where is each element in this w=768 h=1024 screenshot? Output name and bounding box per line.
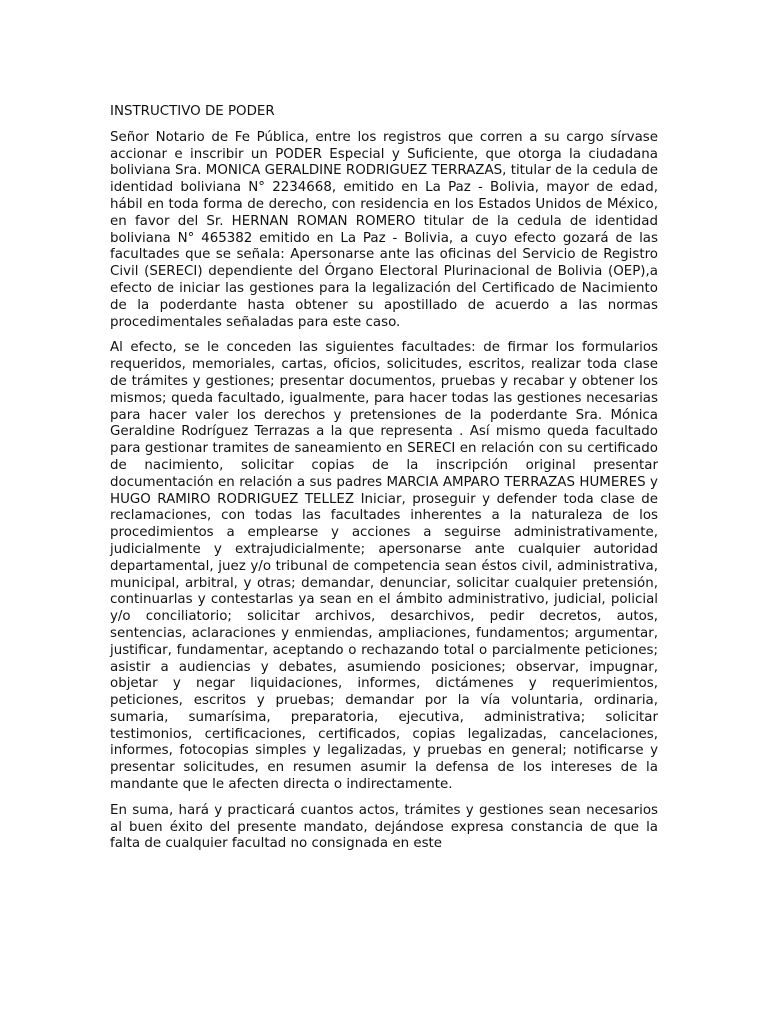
document-title: INSTRUCTIVO DE PODER	[110, 104, 275, 119]
paragraph-intro: Señor Notario de Fe Pública, entre los registros que corren a su cargo sírvase accionar e inscribir un PODER Especial y Suficiente, que otorga la ciudadana boliviana Sra. MONICA GERALDINE RODRIGUEZ TERRAZAS, titular de la cedula de identidad boliviana N° 2234668, emitido en La Paz - Bolivia, mayor de edad, hábil en toda forma de derecho, con residencia en los Estados Unidos de México, en favor del Sr. HERNAN ROMAN ROMERO titular de la cedula de identidad boliviana N° 465382 emitido en La Paz - Bolivia, a cuyo efecto gozará de las facultades que se señala: Apersonarse ante las oficinas del Servicio de Registro Civil (SERECI) dependiente del Órgano Electoral Plurinacional de Bolivia (OEP),a efecto de iniciar las gestiones para la legalización del Certificado de Nacimiento de la poderdante hasta obtener su apostillado de acuerdo a las normas procedimentales señaladas para este caso.	[110, 129, 658, 330]
paragraph-faculties: Al efecto, se le conceden las siguientes facultades: de firmar los formularios requeridos, memoriales, cartas, oficios, solicitudes, escritos, realizar toda clase de trámites y gestiones; presentar documentos, pruebas y recabar y obtener los mismos; queda facultado, igualmente, para hacer todas las gestiones necesarias para hacer valer los derechos y pretensiones de la poderdante Sra. Mónica Geraldine Rodríguez Terrazas a la que representa . Así mismo queda facultado para gestionar tramites de saneamiento en SERECI en relación con su certificado de nacimiento, solicitar copias de la inscripción original presentar documentación en relación a sus padres MARCIA AMPARO TERRAZAS HUMERES y HUGO RAMIRO RODRIGUEZ TELLEZ Iniciar, proseguir y defender toda clase de reclamaciones, con todas las facultades inherentes a la naturaleza de los procedimientos a emplearse y acciones a seguirse administrativamente, judicialmente y extrajudicialmente; apersonarse ante cualquier autoridad departamental, juez y/o tribunal de competencia sean éstos civil, administrativa, municipal, arbitral, y otras; demandar, denunciar, solicitar cualquier pretensión, continuarlas y contestarlas ya sean en el ámbito administrativo, judicial, policial y/o conciliatorio; solicitar archivos, desarchivos, pedir decretos, autos, sentencias, aclaraciones y enmiendas, ampliaciones, fundamentos; argumentar, justificar, fundamentar, aceptando o rechazando total o parcialmente peticiones; asistir a audiencias y debates, asumiendo posiciones; observar, impugnar, objetar y negar liquidaciones, informes, dictámenes y requerimientos, peticiones, escritos y pruebas; demandar por la vía voluntaria, ordinaria, sumaria, sumarísima, preparatoria, ejecutiva, administrativa; solicitar testimonios, certificaciones, certificados, copias legalizadas, cancelaciones, informes, fotocopias simples y legalizadas, y pruebas en general; notificarse y presentar solicitudes, en resumen asumir la defensa de los intereses de la mandante que le afecten directa o indirectamente.	[110, 340, 658, 793]
paragraph-summary: En suma, hará y practicará cuantos actos, trámites y gestiones sean necesarios al buen éxito del presente mandato, dejándose expresa constancia de que la falta de cualquier facultad no consignada en este	[110, 802, 658, 852]
document-page	[110, 104, 658, 862]
